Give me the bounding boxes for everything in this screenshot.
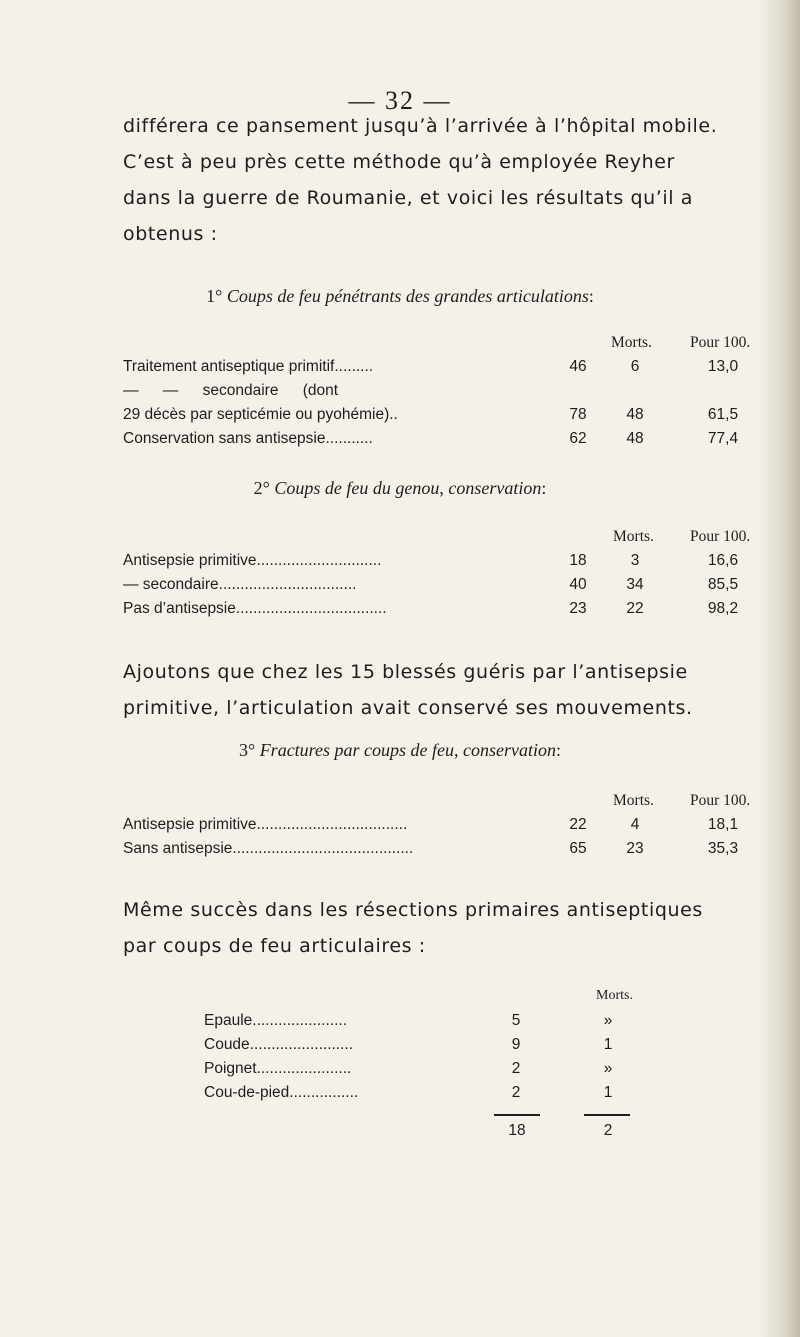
row-deaths: » (603, 1060, 613, 1077)
row-percent: 77,4 (707, 430, 739, 447)
row-deaths: 48 (626, 406, 644, 423)
row-count: 23 (569, 600, 587, 617)
row-percent: 61,5 (707, 406, 739, 423)
total-rule-count (494, 1114, 540, 1116)
row-deaths: 1 (603, 1084, 613, 1101)
row-deaths: 4 (630, 816, 640, 833)
row-count: 62 (569, 430, 587, 447)
page-number: — 32 — (348, 86, 452, 115)
table3-heading: 3° Fractures par coups de feu, conservation: (238, 740, 561, 760)
table-row (123, 430, 763, 454)
table-row (123, 816, 763, 840)
table3-number: 3° (238, 740, 256, 760)
row-count: 78 (569, 406, 587, 423)
row-label: Traitement antiseptique primitif......... (123, 358, 374, 375)
table4 (204, 988, 674, 1148)
total-count: 18 (508, 1122, 526, 1139)
row-label: Epaule...................... (204, 1012, 348, 1029)
row-percent: 85,5 (707, 576, 739, 593)
row-deaths: 22 (626, 600, 644, 617)
row-count: 40 (569, 576, 587, 593)
row-count: 46 (569, 358, 587, 375)
row-count: 2 (511, 1084, 521, 1101)
row-deaths: » (603, 1012, 613, 1029)
table1-header-pour100: Pour 100. (690, 334, 751, 351)
table3-subtitle: conservation (463, 740, 556, 760)
table-row (204, 1060, 674, 1084)
middle-line: primitive, l’articulation avait conservé ses mouvements. (123, 697, 693, 719)
table2-title: Coups de feu du genou (274, 478, 440, 498)
row-label: Antisepsie primitive................................... (123, 816, 408, 833)
total-deaths: 2 (603, 1122, 613, 1139)
closing-line: Même succès dans les résections primaires antiseptiques (123, 899, 703, 921)
table2-subtitle: conservation (448, 478, 542, 498)
row-deaths: 23 (626, 840, 644, 857)
row-label: — secondaire................................ (123, 576, 357, 593)
row-percent: 35,3 (707, 840, 739, 857)
row-label: 29 décès par septicémie ou pyohémie).. (123, 406, 398, 423)
table3-header-morts: Morts. (613, 792, 654, 809)
row-deaths: 48 (626, 430, 644, 447)
intro-line: obtenus : (123, 223, 218, 245)
row-percent: 13,0 (707, 358, 739, 375)
table-row (123, 576, 763, 600)
table2 (123, 528, 763, 628)
middle-paragraph (123, 654, 763, 726)
intro-line: C’est à peu près cette méthode qu’à employée Reyher (123, 151, 675, 173)
row-count: 65 (569, 840, 587, 857)
table1-header-morts: Morts. (611, 334, 652, 351)
table-row (123, 382, 763, 406)
table4-header-morts: Morts. (596, 988, 633, 1003)
table-row (123, 358, 763, 382)
row-percent: 98,2 (707, 600, 739, 617)
closing-line: par coups de feu articulaires : (123, 935, 426, 957)
table3 (123, 792, 763, 868)
table-row (204, 1012, 674, 1036)
row-percent: 16,6 (707, 552, 739, 569)
intro-paragraph (123, 108, 763, 252)
row-label: Pas d’antisepsie................................... (123, 600, 387, 617)
row-percent: 18,1 (707, 816, 739, 833)
table2-header-pour100: Pour 100. (690, 528, 751, 545)
row-label: Coude........................ (204, 1036, 354, 1053)
middle-line: Ajoutons que chez les 15 blessés guéris par l’antisepsie (123, 661, 688, 683)
row-count: 22 (569, 816, 587, 833)
table1-suffix: : (588, 286, 594, 306)
table3-suffix: : (555, 740, 561, 760)
table-row (123, 600, 763, 624)
table2-heading: 2° Coups de feu du genou, conservation: (253, 478, 547, 498)
table2-number: 2° (253, 478, 270, 498)
row-count: 5 (511, 1012, 521, 1029)
row-label: — — secondaire (dont (123, 382, 339, 399)
table1 (123, 334, 763, 454)
row-label: Sans antisepsie.......................................... (123, 840, 414, 857)
table3-title: Fractures par coups de feu (259, 740, 454, 760)
table1-heading (0, 286, 800, 307)
table2-header-morts: Morts. (613, 528, 654, 545)
row-label: Poignet...................... (204, 1060, 352, 1077)
table3-header-pour100: Pour 100. (690, 792, 751, 809)
closing-paragraph (123, 892, 763, 964)
row-deaths: 6 (630, 358, 640, 375)
table-row (123, 552, 763, 576)
table-row (123, 840, 763, 864)
intro-line: différera ce pansement jusqu’à l’arrivée à l’hôpital mobile. (123, 115, 718, 137)
table-row (204, 1084, 674, 1108)
row-deaths: 3 (630, 552, 640, 569)
row-count: 9 (511, 1036, 521, 1053)
row-deaths: 1 (603, 1036, 613, 1053)
intro-line: dans la guerre de Roumanie, et voici les résultats qu’il a (123, 187, 694, 209)
page-edge-shadow (758, 0, 800, 1337)
row-label: Antisepsie primitive............................. (123, 552, 382, 569)
table1-title: Coups de feu pénétrants des grandes articulations (226, 286, 589, 306)
row-count: 18 (569, 552, 587, 569)
row-label: Conservation sans antisepsie........... (123, 430, 373, 447)
table-row (123, 406, 763, 430)
table-row (204, 1036, 674, 1060)
table2-suffix: : (541, 478, 547, 498)
row-count: 2 (511, 1060, 521, 1077)
total-rule-deaths (584, 1114, 630, 1116)
table1-number: 1° (206, 286, 223, 306)
total-row (204, 1122, 674, 1146)
row-label: Cou-de-pied................ (204, 1084, 359, 1101)
row-deaths: 34 (626, 576, 644, 593)
